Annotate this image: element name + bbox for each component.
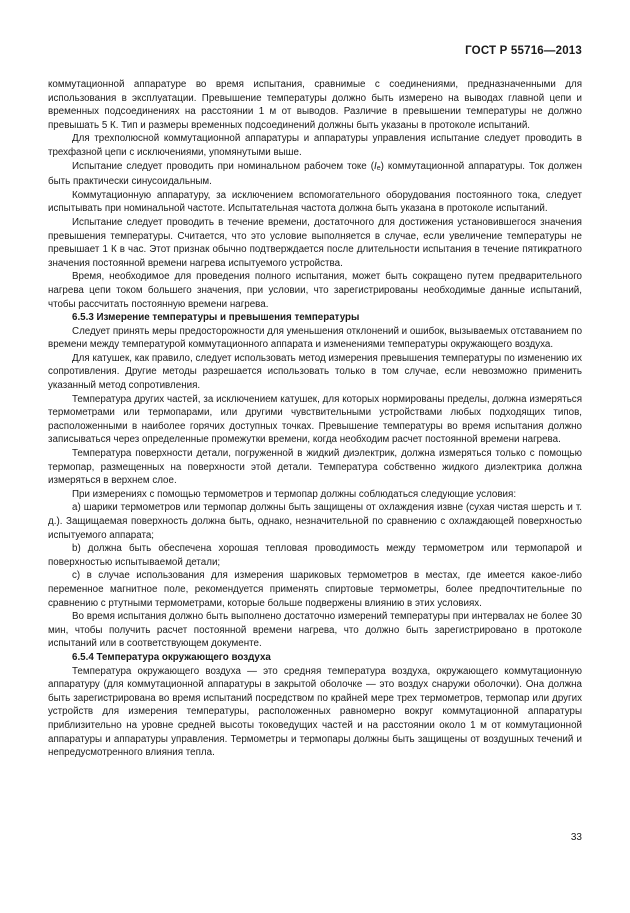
list-item-b: b) должна быть обеспечена хорошая тепловая проводимость между термометром или термопарой и поверхностью испытываемой детали; <box>48 543 582 568</box>
paragraph-continuation: коммутационной аппаратуре во время испытания, сравнимые с соединениями, предназначенными для использования в эксплуатации. Превышение температуры должно быть измерено на выводах главной цепи и временных подсоединениях на расстоянии 1 м от выводов. Различие в превышении температуры не должно превышать 5 К. Тип и размеры временных подсоединений должны быть указаны в протоколе испытаний. <box>48 79 582 131</box>
paragraph-measurement-intervals: Во время испытания должно быть выполнено достаточно измерений температуры при интервалах не более 30 мин, чтобы получить расчет постоянной времени нагрева, что должно быть зарегистрировано в протоколе испытаний или в соответствующем документе. <box>48 611 582 650</box>
rated-current-text-before: Испытание следует проводить при номинальном рабочем токе ( <box>72 160 374 172</box>
document-header <box>465 45 582 57</box>
document-body <box>48 78 582 760</box>
paragraph-frequency: Коммутационную аппаратуру, за исключением вспомогательного оборудования постоянного тока, следует испытывать при номинальной частоте. Испытательная частота должна быть указана в протоколе испытаний. <box>48 189 582 215</box>
section-heading-6-5-4: 6.5.4 Температура окружающего воздуха <box>72 651 271 663</box>
paragraph-coils: Для катушек, как правило, следует использовать метод измерения превышения температуры по изменению их сопротивления. Другие методы разрешается использовать только в том случае, если невозможно применить указанный метод сопротивления. <box>48 352 582 392</box>
paragraph-rated-current <box>48 160 582 189</box>
paragraph-three-pole: Для трехполюсной коммутационной аппаратуры и аппаратуры управления испытание следует проводить в трехфазной цепи с исключениями, упомянутыми выше. <box>48 133 582 158</box>
standard-number: ГОСТ Р 55716—2013 <box>465 45 582 57</box>
paragraph-immersed-parts: Температура поверхности детали, погруженной в жидкий диэлектрик, должна измеряться только с помощью термопар, размещенных на поверхности этой детали. Температура собственно жидкого диэлектрика должна измеряться в верхнем слое. <box>48 448 582 487</box>
section-heading-6-5-3: 6.5.3 Измерение температуры и превышения температуры <box>72 312 360 324</box>
paragraph-preheating: Время, необходимое для проведения полного испытания, может быть сокращено путем предварительного нагрева цепи током большего значения, при условии, что зарегистрированы необходимые данные испытаний, чтобы рассчитать постоянную времени нагрева. <box>48 271 582 310</box>
list-item-c: c) в случае использования для измерения шариковых термометров в местах, где имеется какое-либо переменное магнитное поле, рекомендуется применять спиртовые термометры, более предпочтительные по сравнению с ртутными термометрами, которые больше подвержены влиянию в этих условиях. <box>48 570 582 609</box>
current-subscript: e <box>376 164 381 172</box>
list-item-a: a) шарики термометров или термопар должны быть защищены от охлаждения извне (сухая чистая шерсть и т. д.). Защищаемая поверхность должна быть, однако, незначительной по сравнению с охлаждающей поверхностью испытуемого аппарата; <box>48 502 582 541</box>
current-symbol: I <box>373 160 377 172</box>
paragraph-steady-state: Испытание следует проводить в течение времени, достаточного для достижения установившегося значения превышения температуры. Считается, что это условие выполняется в случае, если увеличение температуры не превышает 1 К в час. Этот признак обычно подтверждается после длительности испытания в течение пятикратного значения постоянной времени нагрева испытуемого устройства. <box>48 216 582 269</box>
rated-current-text-after: ) коммутационной аппаратуры. Ток должен быть практически синусоидальным. <box>48 160 582 188</box>
paragraph-conditions-intro: При измерениях с помощью термометров и термопар должны соблюдаться следующие условия: <box>72 488 517 500</box>
paragraph-other-parts: Температура других частей, за исключением катушек, для которых нормированы пределы, должна измеряться термометрами или термопарами, или другими чувствительными устройствами любых подходящих типов, расположенными в наиболее горячих доступных точках. Превышение температуры во время испытания должно записываться через определенные промежутки времени, когда необходим расчет постоянной времени нагрева. <box>48 393 582 446</box>
paragraph-ambient-air: Температура окружающего воздуха — это средняя температура воздуха, окружающего коммутационную аппаратуру (для коммутационной аппаратуры в закрытой оболочке — это воздух снаружи оболочки). Она должна быть зарегистрирована во время испытаний посредством по крайней мере трех термометров, термопар или других устройств для измерения температуры, расположенных равномерно вокруг коммутационной аппаратуры приблизительно на уровне средней высоты токоведущих частей и на расстоянии около 1 м от коммутационной аппаратуры и аппаратуры управления. Термометры и термопары должны быть защищены от воздушных течений и непредусмотренного влияния тепла. <box>48 665 582 759</box>
paragraph-precautions: Следует принять меры предосторожности для уменьшения отклонений и ошибок, вызываемых отставанием по времени между температурой коммутационного аппарата и изменениями температуры окружающего воздуха. <box>48 325 583 351</box>
page-number: 33 <box>570 832 582 843</box>
